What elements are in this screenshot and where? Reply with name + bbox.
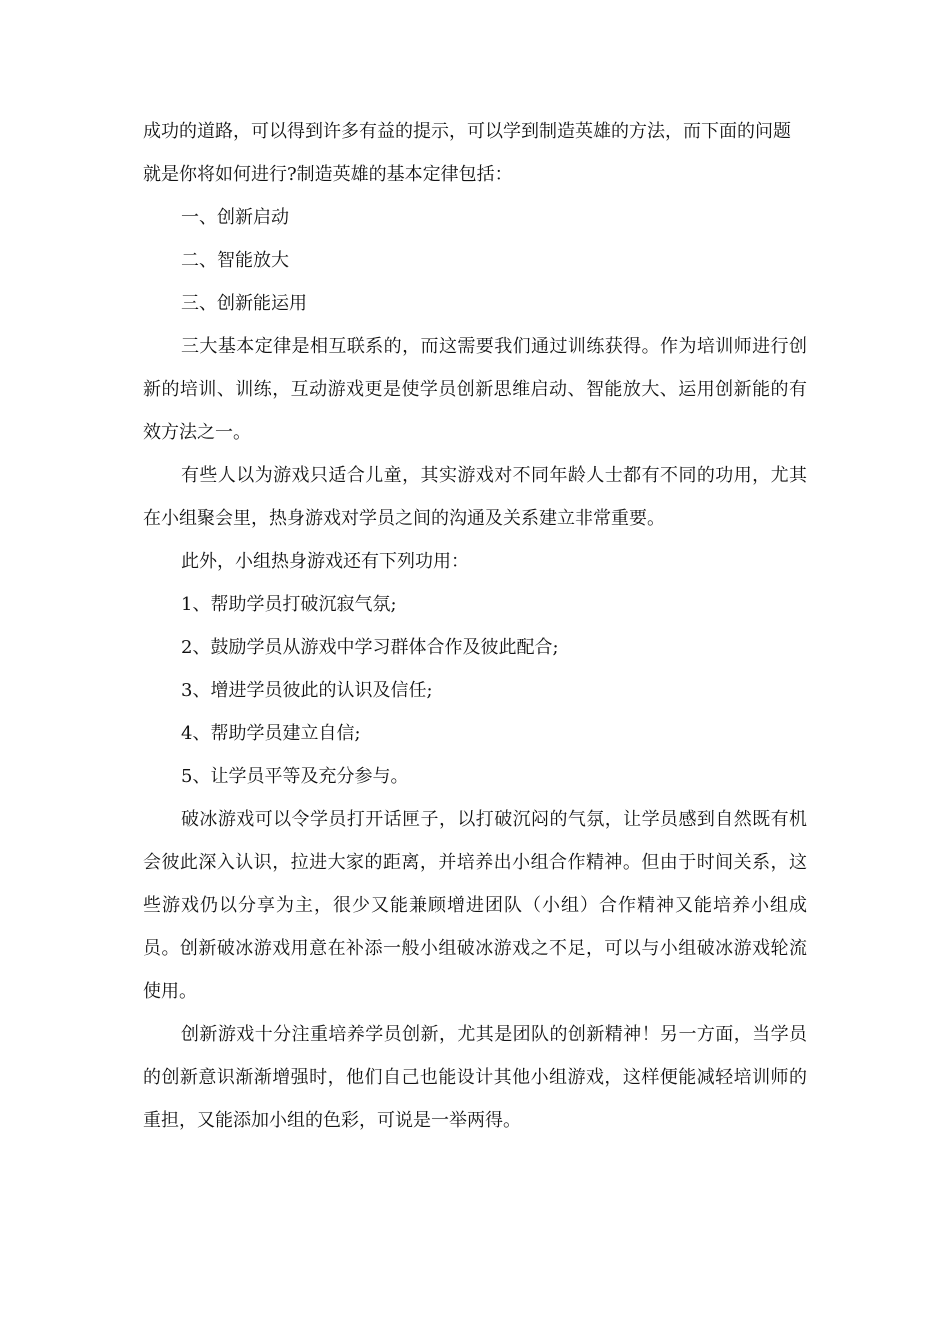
paragraph-functions-intro: 此外，小组热身游戏还有下列功用： xyxy=(181,551,469,572)
list-item-law-2: 二、智能放大 xyxy=(181,250,289,271)
list-item-function-3: 3、增进学员彼此的认识及信任; xyxy=(181,680,433,701)
list-item-law-3: 三、创新能运用 xyxy=(181,293,307,314)
list-item-function-4: 4、帮助学员建立自信; xyxy=(181,723,361,744)
document-body xyxy=(143,110,807,1142)
list-item-function-2: 2、鼓励学员从游戏中学习群体合作及彼此配合; xyxy=(181,637,559,658)
list-item-law-1: 一、创新启动 xyxy=(181,207,289,228)
paragraph-games-for-all: 有些人以为游戏只适合儿童，其实游戏对不同年龄人士都有不同的功用，尤其在小组聚会里，热身游戏对学员之间的沟通及关系建立非常重要。 xyxy=(143,465,807,529)
paragraph-continuation: 成功的道路，可以得到许多有益的提示，可以学到制造英雄的方法，而下面的问题 xyxy=(143,121,791,142)
list-item-function-1: 1、帮助学员打破沉寂气氛; xyxy=(181,594,397,615)
paragraph-law-intro: 就是你将如何进行?制造英雄的基本定律包括： xyxy=(143,164,513,185)
paragraph-laws-related: 三大基本定律是相互联系的，而这需要我们通过训练获得。作为培训师进行创新的培训、训练，互动游戏更是使学员创新思维启动、智能放大、运用创新能的有效方法之一。 xyxy=(143,336,807,443)
paragraph-icebreaker: 破冰游戏可以令学员打开话匣子，以打破沉闷的气氛，让学员感到自然既有机会彼此深入认识，拉进大家的距离，并培养出小组合作精神。但由于时间关系，这些游戏仍以分享为主，很少又能兼顾增进团队（小组）合作精神又能培养小组成员。创新破冰游戏用意在补添一般小组破冰游戏之不足，可以与小组破冰游戏轮流使用。 xyxy=(143,809,807,1002)
list-item-function-5: 5、让学员平等及充分参与。 xyxy=(181,766,409,787)
paragraph-innovation-games: 创新游戏十分注重培养学员创新，尤其是团队的创新精神！另一方面，当学员的创新意识渐渐增强时，他们自己也能设计其他小组游戏，这样便能减轻培训师的重担，又能添加小组的色彩，可说是一举两得。 xyxy=(143,1024,807,1131)
